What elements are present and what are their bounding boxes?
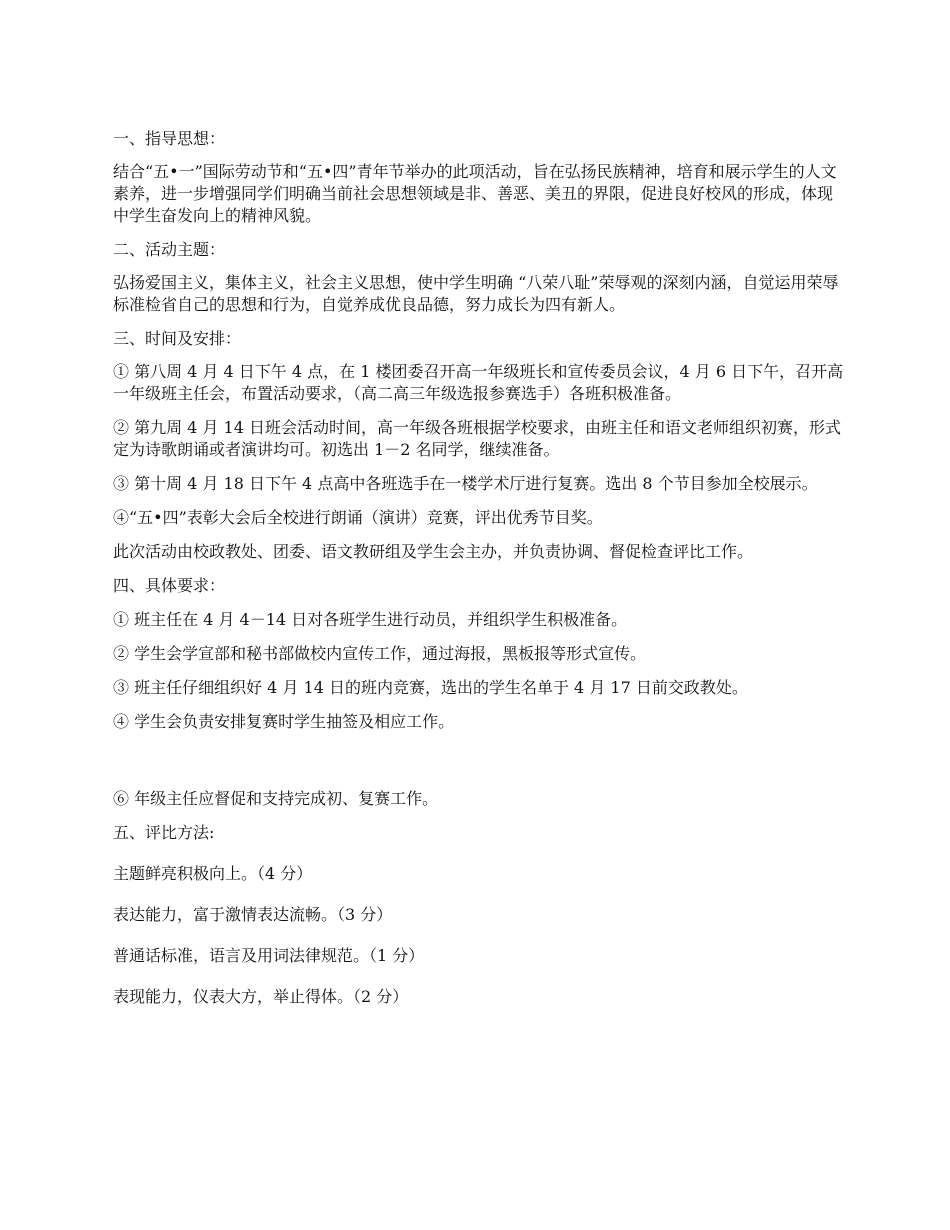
- paragraph-requirement-2: ② 学生会学宣部和秘书部做校内宣传工作，通过海报，黑板报等形式宣传。: [113, 644, 647, 663]
- paragraph-schedule-organizers: 此次活动由校政教处、团委、语文教研组及学生会主办，并负责协调、督促检查评比工作。: [113, 542, 754, 561]
- paragraph-requirement-4: ④ 学生会负责安排复赛时学生抽签及相应工作。: [113, 712, 455, 731]
- paragraph-guiding-thought: 结合“五•一”国际劳动节和“五•四”青年节举办的此项活动，旨在弘扬民族精神，培育和展示学生的人文素养，进一步增强同学们明确当前社会思想领域是非、善恶、美丑的界限，促进良好校风的形成，体现中学生奋发向上的精神风貌。: [113, 162, 837, 225]
- paragraph-schedule-item-2: ② 第九周 4 月 14 日班会活动时间，高一年级各班根据学校要求，由班主任和语文老师组织初赛，形式定为诗歌朗诵或者演讲均可。初选出 1－2 名同学，继续准备。: [113, 418, 841, 459]
- paragraph-criterion-expression: 表达能力，富于激情表达流畅。（3 分）: [113, 905, 393, 924]
- paragraph-requirement-3: ③ 班主任仔细组织好 4 月 14 日的班内竞赛，选出的学生名单于 4 月 17 日前交政教处。: [113, 678, 748, 697]
- section-heading-schedule: 三、时间及安排：: [113, 329, 242, 348]
- paragraph-schedule-item-3: ③ 第十周 4 月 18 日下午 4 点高中各班选手在一楼学术厅进行复赛。选出 8 个节目参加全校展示。: [113, 474, 818, 493]
- document-body: [113, 128, 848, 1008]
- paragraph-activity-theme: 弘扬爱国主义，集体主义，社会主义思想，使中学生明确 “八荣八耻”荣辱观的深刻内涵，自觉运用荣辱标准检省自己的思想和行为，自觉养成优良品德，努力成长为四有新人。: [113, 273, 839, 314]
- paragraph-requirement-6: ⑥ 年级主任应督促和支持完成初、复赛工作。: [113, 789, 439, 808]
- section-heading-activity-theme: 二、活动主题：: [113, 240, 226, 259]
- paragraph-criterion-theme: 主题鲜亮积极向上。（4 分）: [113, 864, 313, 883]
- paragraph-requirement-1: ① 班主任在 4 月 4－14 日对各班学生进行动员，并组织学生积极准备。: [113, 610, 628, 629]
- paragraph-schedule-item-4: ④“五•四”表彰大会后全校进行朗诵（演讲）竞赛，评出优秀节目奖。: [113, 508, 603, 527]
- paragraph-criterion-presentation: 表现能力，仪表大方，举止得体。（2 分）: [113, 987, 409, 1006]
- paragraph-schedule-item-1: ① 第八周 4 月 4 日下午 4 点，在 1 楼团委召开高一年级班长和宣传委员会议，4 月 6 日下午，召开高一年级班主任会，布置活动要求，（高二高三年级选报参赛选手）各班积极准备。: [113, 362, 844, 403]
- section-heading-evaluation: 五、评比方法:: [113, 823, 215, 842]
- section-heading-requirements: 四、具体要求：: [113, 576, 226, 595]
- section-heading-guiding-thought: 一、指导思想：: [113, 129, 226, 148]
- paragraph-criterion-mandarin: 普通话标准，语言及用词法律规范。（1 分）: [113, 946, 425, 965]
